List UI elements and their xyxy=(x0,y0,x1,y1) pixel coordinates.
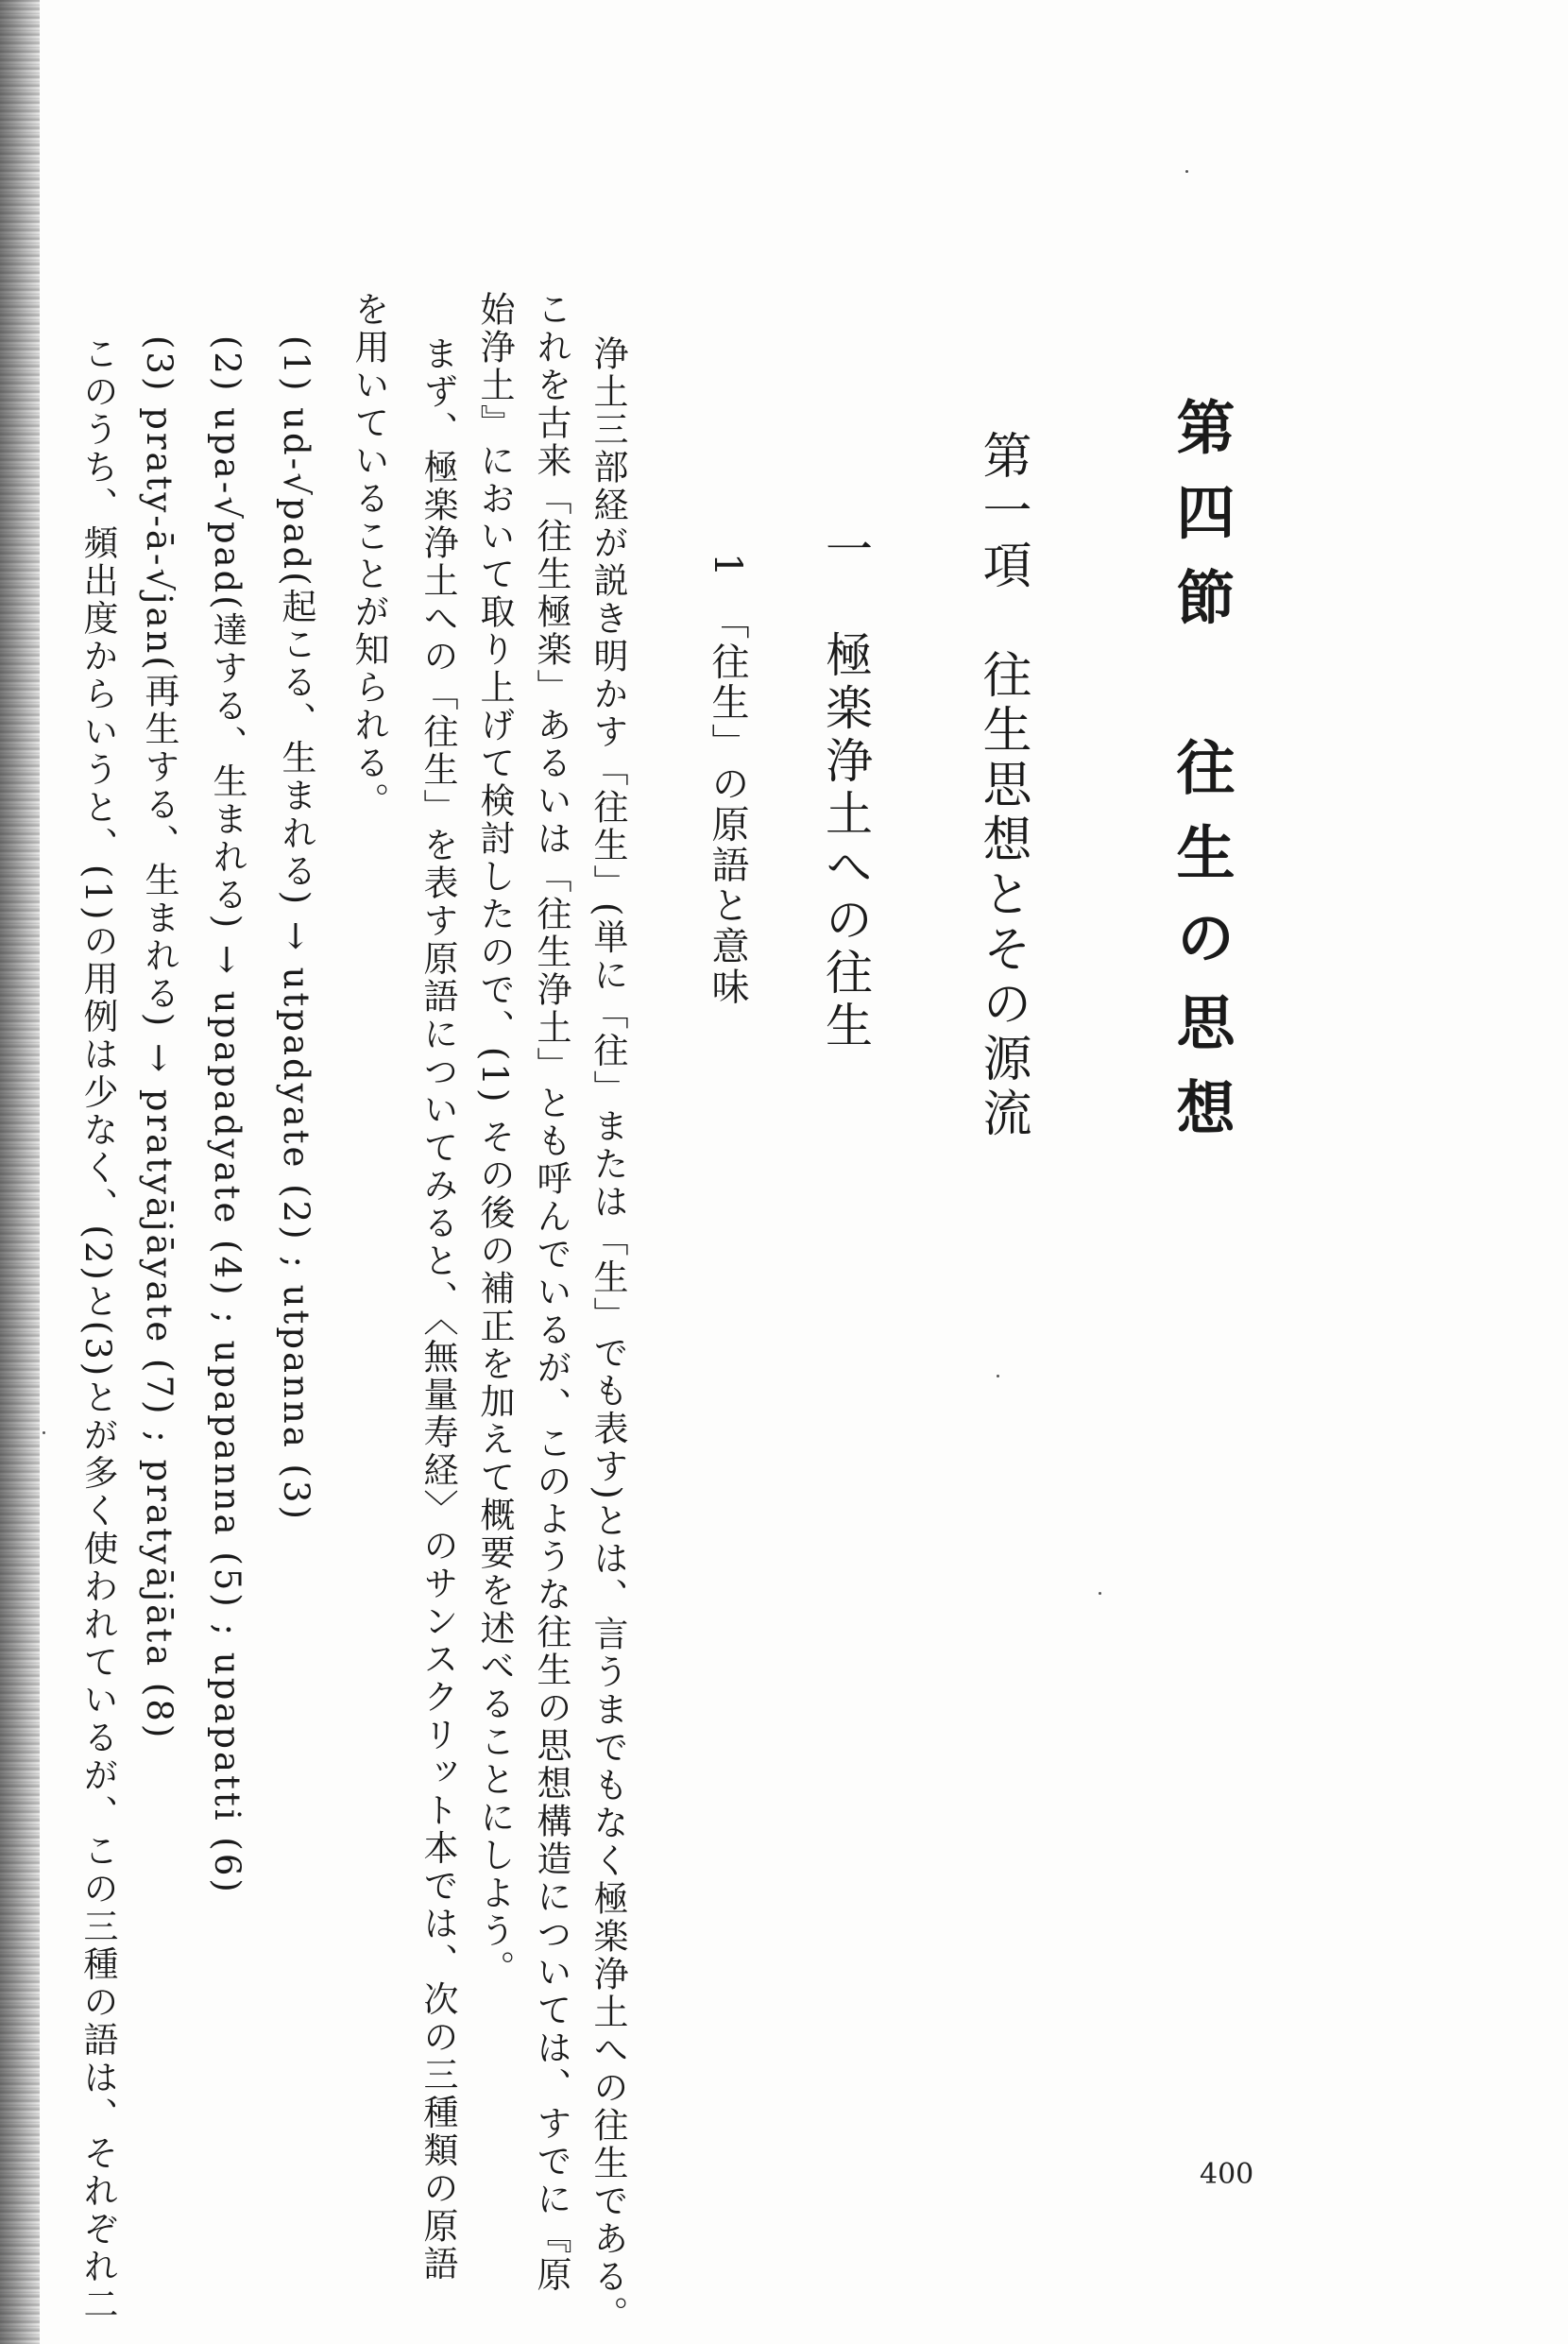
scan-speck xyxy=(1099,1592,1101,1595)
page-number: 400 xyxy=(1200,2158,1254,2191)
section-title: 第一項 往生思想とその源流 xyxy=(974,430,1031,1142)
list-item-1: (1) ud-√pad(起こる、生まれる) → utpadyate (2) ; utpanna (3) xyxy=(276,335,316,1522)
subsub-title: 1 「往生」の原語と意味 xyxy=(706,553,749,1008)
paragraph-line-4: まず、極楽浄土への「往生」を表す原語についてみると、〈無量寿経〉のサンスクリット本では、次の三種類の原語 xyxy=(418,335,458,2284)
sub-title: 一 極楽浄土への往生 xyxy=(818,524,873,1053)
scan-speck xyxy=(997,1375,999,1377)
scan-speck xyxy=(1185,170,1188,173)
scan-speck xyxy=(43,1431,45,1434)
list-item-3: (3) praty-ā-√jan(再生する、生まれる) → pratyājāyate (7) ; pratyājāta (8) xyxy=(139,335,179,1741)
scan-shadow-edge xyxy=(0,0,40,2344)
chapter-title: 第四節 往生の思想 xyxy=(1167,397,1236,1162)
paragraph-line-2: これを古来「往生極楽」あるいは「往生浄土」とも呼んでいるが、このような往生の思想構造については、すでに『原 xyxy=(531,291,571,2294)
closing-line: このうち、頻出度からいうと、(1)の用例は少なく、(2)と(3)とが多く使われているが、この三種の語は、それぞれ二 xyxy=(77,335,118,2324)
paragraph-line-1: 浄土三部経が説き明かす「往生」(単に「往」または「生」でも表す)とは、言うまでもなく極楽浄土への往生である。 xyxy=(588,335,628,2334)
paragraph-line-5: を用いていることが知られる。 xyxy=(349,291,389,820)
paragraph-line-3: 始浄土』において取り上げて検討したので、(1) その後の補正を加えて概要を述べることにしよう。 xyxy=(474,291,515,1989)
list-item-2: (2) upa-√pad(達する、生まれる) → upapadyate (4) ; upapanna (5) ; upapatti (6) xyxy=(207,335,247,1895)
